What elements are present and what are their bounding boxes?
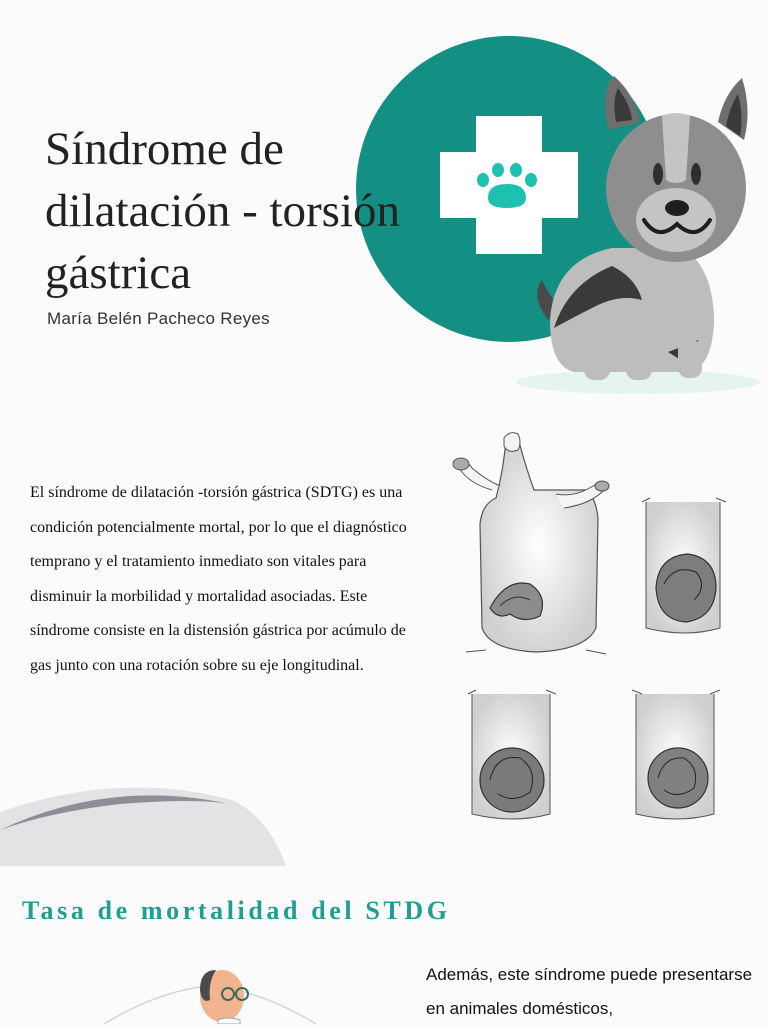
decorative-wave — [0, 780, 300, 870]
section-heading: Tasa de mortalidad del STDG — [22, 896, 451, 925]
stomach-sketch-3 — [468, 690, 556, 819]
doctor-illustration — [100, 960, 320, 1024]
stomach-sketch-2 — [642, 498, 726, 633]
gastric-torsion-illustration — [446, 428, 746, 833]
page-title: Síndrome de dilatación - torsión gástrica — [45, 123, 401, 299]
stomach-sketch-4 — [632, 690, 720, 819]
author-name: María Belén Pacheco Reyes — [47, 309, 270, 328]
intro-paragraph: El síndrome de dilatación -torsión gástrica (SDTG) es una condición potencialmente mortal, por lo que el diagnóstico temprano y el tratamiento inmediato son vitales para disminuir la morbilidad y mortalidad asociadas. Este síndrome consiste en la distensión gástrica por acúmulo de gas junto con una rotación sobre su eje longitudinal. — [30, 484, 407, 674]
dog-back-sketch — [453, 433, 609, 654]
mortality-paragraph: Además, este síndrome puede presentarse en animales domésticos, — [426, 965, 753, 1018]
dog-illustration — [508, 70, 768, 400]
